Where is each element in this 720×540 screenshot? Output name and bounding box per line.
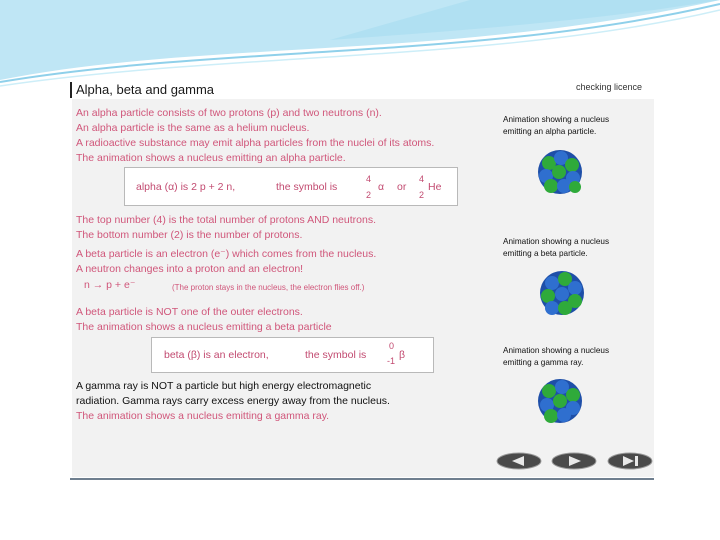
licence-status: checking licence bbox=[576, 82, 643, 92]
beta-line-2: A neutron changes into a proton and an electron! bbox=[76, 263, 304, 275]
page-title: Alpha, beta and gamma bbox=[76, 82, 215, 97]
gamma-line-1: A gamma ray is NOT a particle but high energy electromagnetic bbox=[76, 380, 372, 392]
back-button[interactable] bbox=[496, 452, 542, 470]
alpha-line-4: The animation shows a nucleus emitting an alpha particle. bbox=[76, 152, 346, 164]
he-mass-number: 4 bbox=[419, 174, 425, 184]
or-text: or bbox=[397, 181, 407, 193]
alpha-mass-number: 4 bbox=[366, 174, 372, 184]
gamma-line-3: The animation shows a nucleus emitting a gamma ray. bbox=[76, 410, 330, 422]
alpha-line-3: A radioactive substance may emit alpha particles from the nuclei of its atoms. bbox=[76, 137, 435, 149]
beta-mass-number: 0 bbox=[389, 341, 395, 351]
beta-atomic-number: -1 bbox=[387, 356, 396, 366]
beta-line-1: A beta particle is an electron (e⁻) which comes from the nucleus. bbox=[76, 248, 377, 260]
alpha-caption-2: emitting an alpha particle. bbox=[503, 127, 597, 136]
gamma-line-2: radiation. Gamma rays carry excess energy away from the nucleus. bbox=[76, 395, 390, 407]
alpha-nucleus-animation bbox=[535, 147, 585, 197]
alpha-line-1: An alpha particle consists of two protons (p) and two neutrons (n). bbox=[76, 107, 382, 119]
beta-line-4: The animation shows a nucleus emitting a beta particle bbox=[76, 321, 332, 333]
gamma-nucleus-animation bbox=[535, 376, 585, 426]
alpha-symbol-label: the symbol is bbox=[276, 181, 338, 193]
beta-line-3: A beta particle is NOT one of the outer electrons. bbox=[76, 306, 303, 318]
beta-symbol-label: the symbol is bbox=[305, 349, 367, 361]
gamma-caption-2: emitting a gamma ray. bbox=[503, 358, 584, 367]
beta-caption-1: Animation showing a nucleus bbox=[503, 237, 610, 246]
beta-nucleus-animation bbox=[537, 268, 587, 318]
helium-symbol: He bbox=[428, 181, 442, 193]
alpha-definition: alpha (α) is 2 p + 2 n, bbox=[136, 181, 236, 193]
he-atomic-number: 2 bbox=[419, 190, 425, 200]
alpha-symbol: α bbox=[378, 181, 385, 193]
beta-equation: n → p + e⁻ bbox=[84, 279, 136, 291]
beta-symbol: β bbox=[399, 349, 406, 361]
alpha-atomic-number: 2 bbox=[366, 190, 372, 200]
alpha-line-2: An alpha particle is the same as a helium nucleus. bbox=[76, 122, 310, 134]
alpha-note-1: The top number (4) is the total number of protons AND neutrons. bbox=[76, 214, 376, 226]
beta-caption-2: emitting a beta particle. bbox=[503, 249, 588, 258]
forward-button[interactable] bbox=[607, 452, 653, 470]
beta-definition: beta (β) is an electron, bbox=[164, 349, 269, 361]
title-marker bbox=[70, 82, 72, 98]
gamma-caption-1: Animation showing a nucleus bbox=[503, 346, 610, 355]
alpha-caption-1: Animation showing a nucleus bbox=[503, 115, 610, 124]
alpha-note-2: The bottom number (2) is the number of protons. bbox=[76, 229, 303, 241]
beta-equation-note: (The proton stays in the nucleus, the electron flies off.) bbox=[172, 283, 365, 292]
play-button[interactable] bbox=[551, 452, 597, 470]
